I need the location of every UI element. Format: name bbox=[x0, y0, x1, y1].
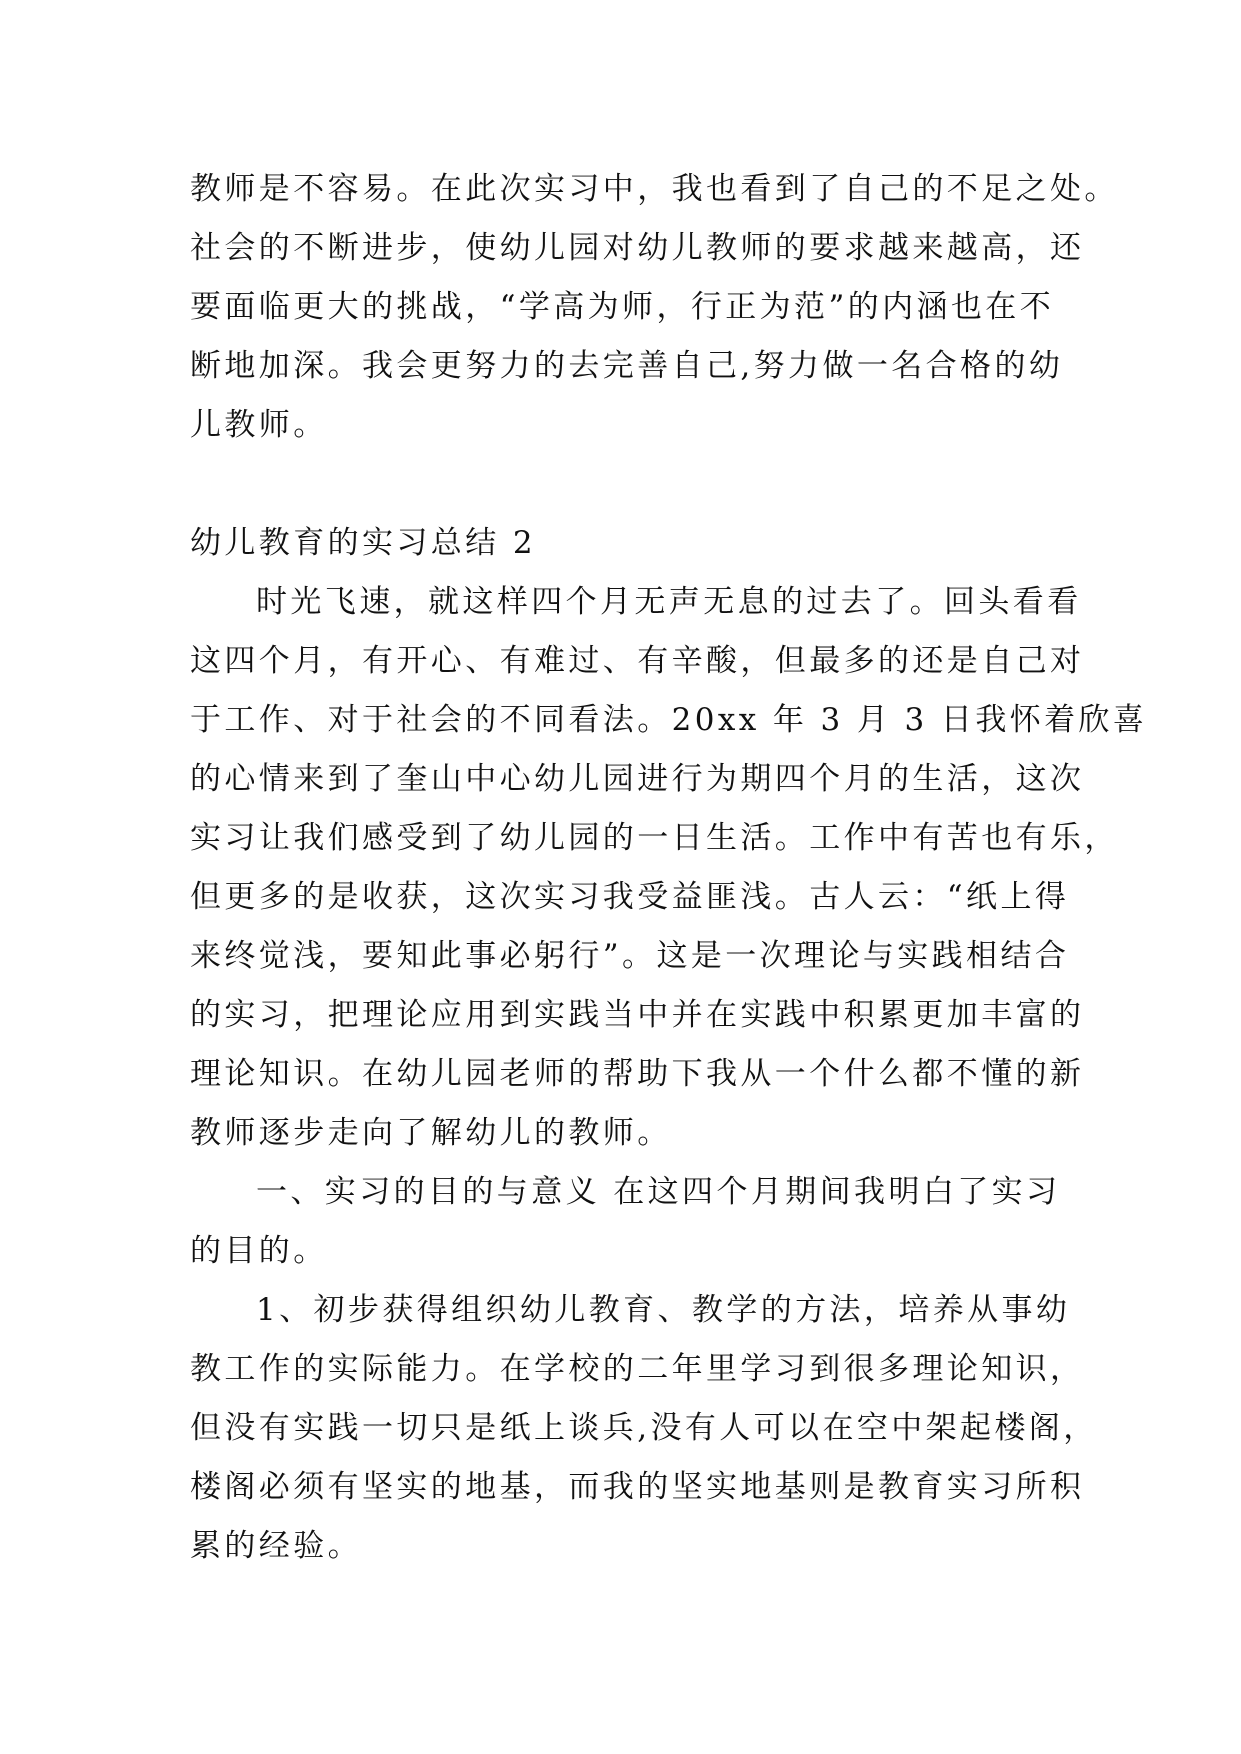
text-line: 要面临更大的挑战，“学高为师，行正为范”的内涵也在不 bbox=[190, 289, 1055, 325]
text-line: 于工作、对于社会的不同看法。20xx 年 3 月 3 日我怀着欣喜 bbox=[190, 702, 1148, 738]
text-line: 但更多的是收获，这次实习我受益匪浅。古人云：“纸上得 bbox=[190, 879, 1070, 915]
text-line: 的实习，把理论应用到实践当中并在实践中积累更加丰富的 bbox=[190, 997, 1085, 1033]
text-line: 教工作的实际能力。在学校的二年里学习到很多理论知识， bbox=[190, 1351, 1085, 1387]
text-line: 但没有实践一切只是纸上谈兵,没有人可以在空中架起楼阁， bbox=[190, 1410, 1098, 1446]
document-body bbox=[190, 160, 1148, 1576]
text-line: 断地加深。我会更努力的去完善自己,努力做一名合格的幼 bbox=[190, 348, 1064, 384]
paragraph-first-line: 时光飞速，就这样四个月无声无息的过去了。回头看看 bbox=[256, 584, 1082, 620]
text-line: 楼阁必须有坚实的地基，而我的坚实地基则是教育实习所积 bbox=[190, 1469, 1085, 1505]
text-line: 教师是不容易。在此次实习中，我也看到了自己的不足之处。 bbox=[190, 171, 1119, 207]
text-line: 这四个月，有开心、有难过、有辛酸，但最多的还是自己对 bbox=[190, 643, 1085, 679]
text-line: 来终觉浅，要知此事必躬行”。这是一次理论与实践相结合 bbox=[190, 938, 1070, 974]
text-line: 的目的。 bbox=[190, 1233, 328, 1269]
text-line: 社会的不断进步，使幼儿园对幼儿教师的要求越来越高，还 bbox=[190, 230, 1085, 266]
section-title: 幼儿教育的实习总结 2 bbox=[190, 525, 536, 561]
text-line: 累的经验。 bbox=[190, 1528, 362, 1564]
paragraph-gap bbox=[190, 455, 1050, 514]
text-line: 实习让我们感受到了幼儿园的一日生活。工作中有苦也有乐， bbox=[190, 820, 1119, 856]
text-line: 理论知识。在幼儿园老师的帮助下我从一个什么都不懂的新 bbox=[190, 1056, 1085, 1092]
text-line: 教师逐步走向了解幼儿的教师。 bbox=[190, 1115, 672, 1151]
text-line: 儿教师。 bbox=[190, 407, 328, 443]
paragraph-first-line: 一、实习的目的与意义 在这四个月期间我明白了实习 bbox=[256, 1174, 1061, 1210]
text-line: 的心情来到了奎山中心幼儿园进行为期四个月的生活，这次 bbox=[190, 761, 1085, 797]
paragraph-first-line: 1、初步获得组织幼儿教育、教学的方法，培养从事幼 bbox=[256, 1292, 1071, 1328]
